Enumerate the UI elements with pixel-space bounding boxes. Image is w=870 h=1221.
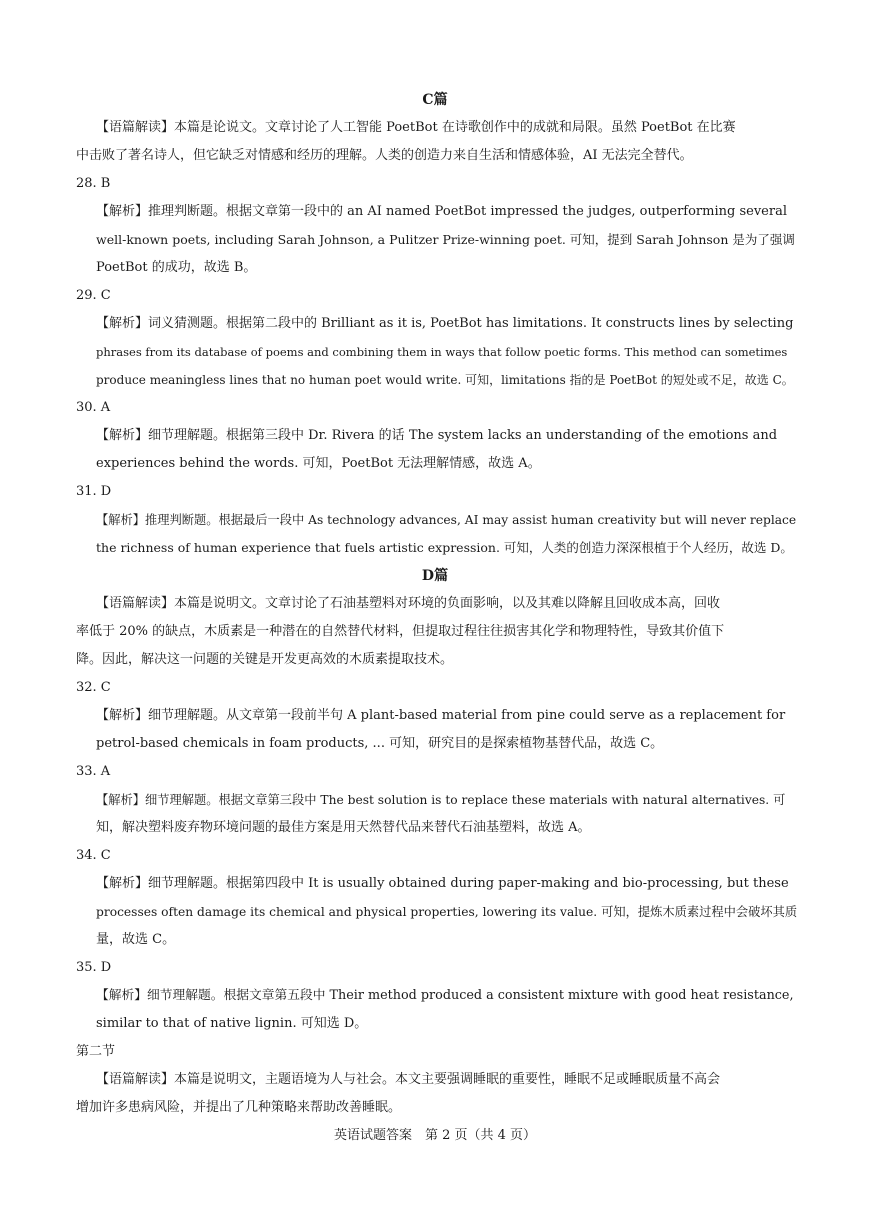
explanation-29-line3: produce meaningless lines that no human poet would write. 可知，limitations 指的是 PoetBot 的短处或不足，故选 C。 — [96, 373, 794, 387]
explanation-29: 【解析】词义猜测题。根据第二段中的 Brilliant as it is, PoetBot has limitations. It constructs lines by selecting — [96, 316, 794, 331]
explanation-35-line2: similar to that of native lignin. 可知选 D。 — [96, 1016, 368, 1031]
passage-summary-c: 【语篇解读】本篇是论说文。文章讨论了人工智能 PoetBot 在诗歌创作中的成就和局限。虽然 PoetBot 在比赛 — [96, 120, 736, 135]
explanation-33-line2: 知，解决塑料废弃物环境问题的最佳方案是用天然替代品来替代石油基塑料，故选 A。 — [96, 820, 591, 835]
passage-summary-d-line3: 降。因此，解决这一问题的关键是开发更高效的木质素提取技术。 — [76, 652, 454, 667]
answer-32: 32. C — [76, 680, 111, 695]
explanation-32-line2: petrol-based chemicals in foam products, ... 可知，研究目的是探索植物基替代品，故选 C。 — [96, 736, 664, 751]
page-footer: 英语试题答案 第 2 页（共 4 页） — [333, 1128, 537, 1143]
explanation-28-line3: PoetBot 的成功，故选 B。 — [96, 260, 257, 275]
explanation-29-line2: phrases from its database of poems and combining them in ways that follow poetic forms. This method can sometimes — [96, 345, 788, 359]
explanation-28: 【解析】推理判断题。根据文章第一段中的 an AI named PoetBot impressed the judges, outperforming several — [96, 204, 787, 219]
explanation-28-line2: well-known poets, including Sarah Johnson, a Pulitzer Prize-winning poet. 可知，提到 Sarah Johnson 是为了强调 — [96, 232, 795, 247]
answer-28: 28. B — [76, 176, 111, 191]
explanation-34-line3: 量，故选 C。 — [96, 932, 176, 947]
explanation-31-line2: the richness of human experience that fuels artistic expression. 可知，人类的创造力深深根植于个人经历，故选 D。 — [96, 540, 793, 555]
answer-29: 29. C — [76, 288, 111, 303]
passage-summary-d: 【语篇解读】本篇是说明文。文章讨论了石油基塑料对环境的负面影响，以及其难以降解且回收成本高，回收 — [96, 596, 721, 611]
passage-summary-part2: 【语篇解读】本篇是说明文，主题语境为人与社会。本文主要强调睡眠的重要性，睡眠不足或睡眠质量不高会 — [96, 1072, 721, 1087]
answer-30: 30. A — [76, 400, 111, 415]
explanation-30-line2: experiences behind the words. 可知，PoetBot 无法理解情感，故选 A。 — [96, 456, 541, 471]
explanation-31: 【解析】推理判断题。根据最后一段中 As technology advances, AI may assist human creativity but will never replace — [96, 513, 797, 527]
passage-summary-c-cont: 中击败了著名诗人，但它缺乏对情感和经历的理解。人类的创造力来自生活和情感体验，AI 无法完全替代。 — [76, 148, 693, 163]
passage-summary-d-line2: 率低于 20% 的缺点，木质素是一种潜在的自然替代材料，但提取过程往往损害其化学和物理特性，导致其价值下 — [76, 624, 725, 639]
answer-34: 34. C — [76, 848, 111, 863]
answer-33: 33. A — [76, 764, 111, 779]
explanation-33: 【解析】细节理解题。根据文章第三段中 The best solution is to replace these materials with natural alternatives. 可 — [96, 793, 786, 807]
explanation-32: 【解析】细节理解题。从文章第一段前半句 A plant-based material from pine could serve as a replacement for — [96, 708, 786, 723]
section-heading-part2: 第二节 — [76, 1044, 116, 1059]
answer-31: 31. D — [76, 484, 112, 499]
explanation-30: 【解析】细节理解题。根据第三段中 Dr. Rivera 的话 The system lacks an understanding of the emotions and — [96, 428, 778, 443]
section-title-d: D篇 — [421, 568, 449, 584]
passage-summary-part2-line2: 增加许多患病风险，并提出了几种策略来帮助改善睡眠。 — [76, 1100, 402, 1115]
explanation-35: 【解析】细节理解题。根据文章第五段中 Their method produced a consistent mixture with good heat resistance, — [96, 988, 794, 1003]
explanation-34-line2: processes often damage its chemical and physical properties, lowering its value. 可知，提炼木质素过程中会破坏其质 — [96, 905, 798, 919]
explanation-34: 【解析】细节理解题。根据第四段中 It is usually obtained during paper-making and bio-processing, but these — [96, 876, 789, 891]
answer-35: 35. D — [76, 960, 112, 975]
section-title-c: C篇 — [422, 92, 448, 108]
